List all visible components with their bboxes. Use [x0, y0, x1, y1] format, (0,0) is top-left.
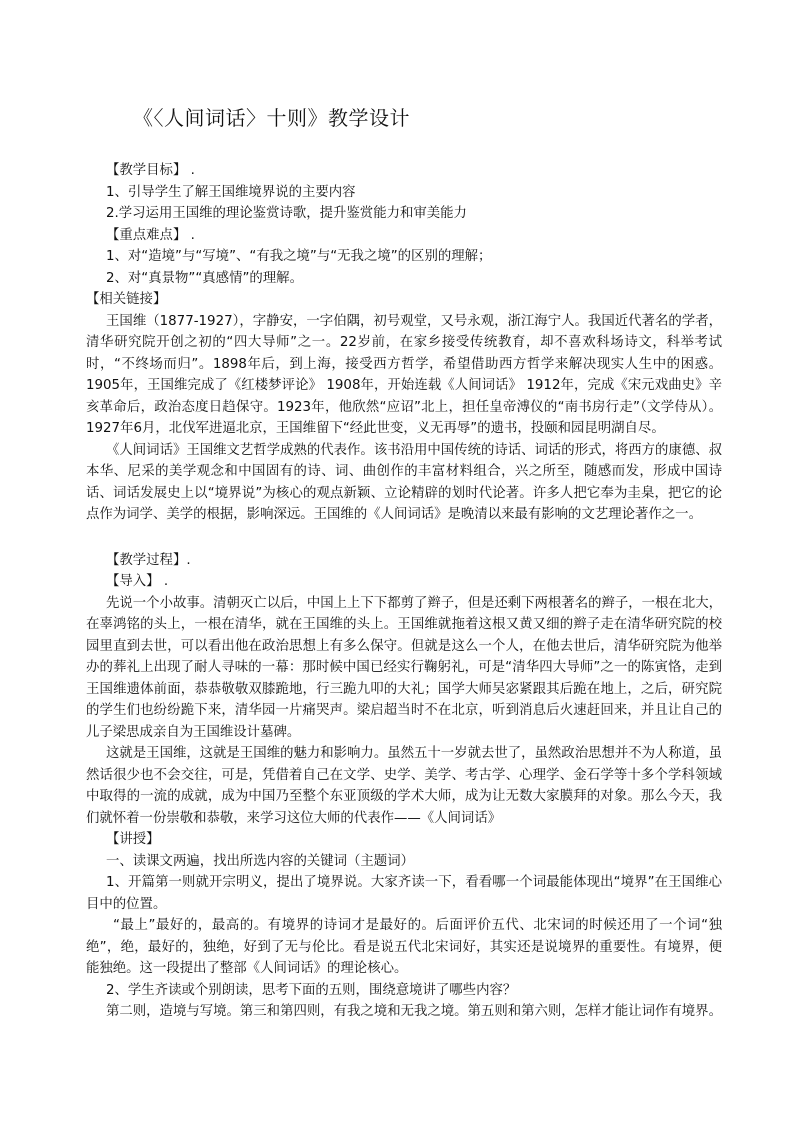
- links-heading: 【相关链接】: [86, 292, 167, 307]
- lecture-step-4: 2、学生齐读或个别朗读，思考下面的五则，围绕意境讲了哪些内容？: [106, 982, 517, 998]
- document-body: [86, 160, 722, 1023]
- book-paragraph: 《人间词话》王国维文艺哲学成熟的代表作。该书沿用中国传统的诗话、词话的形式，将西方的康德、叔本华、尼采的美学观念和中国固有的诗、词、曲创作的丰富材料组合，兴之所至，随感而发，形成中国诗话、词话发展史上以“境界说”为核心的观点新颖、立论精辟的划时代论著。许多人把它奉为圭臬，把它的论点作为词学、美学的根据，影响深远。王国维的《人间词话》是晚清以来最有影响的文艺理论著作之一。: [86, 442, 722, 522]
- goal-item-1: 1、引导学生了解王国维境界说的主要内容: [106, 184, 356, 200]
- goals-heading: 【教学目标】 .: [106, 163, 195, 178]
- document-title: 《〈人间词话〉十则》教学设计: [133, 106, 410, 130]
- key-points-heading: 【重点难点】 .: [106, 227, 195, 243]
- key-point-2: 2、对“真景物”“真感情”的理解。: [106, 270, 303, 286]
- biography-paragraph: 王国维（1877-1927），字静安，一字伯隅，初号观堂，又号永观，浙江海宁人。我国近代著名的学者，清华研究院开创之初的“四大导师”之一。22岁前，在家乡接受传统教育，却不喜欢科场诗文，科举考试时，“不终场而归”。1898年后，到上海，接受西方哲学，希望借助西方哲学来解决现实人生中的困惑。1905年，王国维完成了《红楼梦评论》 1908年，开始连载《人间词话》 1912年，完成《宋元戏曲史》辛亥革命后，政治态度日趋保守。1923年，他欣然“应诏”北上，担任皇帝溥仪的“南书房行走”（文学侍从）。1927年6月，北伐军进逼北京，王国维留下“经此世变，义无再辱”的遗书，投颐和园昆明湖自尽。: [86, 313, 722, 436]
- intro-paragraph-2: 这就是王国维，这就是王国维的魅力和影响力。虽然五十一岁就去世了，虽然政治思想并不为人称道，虽然话很少也不会交往，可是，凭借着自己在文学、史学、美学、考古学、心理学、金石学等十多个学科领域中取得的一流的成就，成为中国乃至整个东亚顶级的学术大师，成为让无数大家膜拜的对象。那么今天，我们就怀着一份崇敬和恭敬，来学习这位大师的代表作——《人间词话》: [86, 746, 722, 826]
- intro-heading: 【导入】 .: [106, 574, 169, 589]
- lecture-step-2: 1、开篇第一则就开宗明义，提出了境界说。大家齐读一下，看看哪一个词最能体现出“境界”在王国维心目中的位置。: [86, 875, 722, 912]
- lecture-step-5: 第二则，造境与写境。第三和第四则，有我之境和无我之境。第五则和第六则，怎样才能让词作有境界。: [106, 1004, 722, 1019]
- lecture-step-1: 一、读课文两遍，找出所选内容的关键词（主题词）: [106, 853, 414, 869]
- lecture-heading: 【讲授】: [106, 832, 160, 847]
- lecture-step-3: “最上”最好的，最高的。有境界的诗词才是最好的。后面评价五代、北宋词的时候还用了一个词“独绝”，绝，最好的，独绝，好到了无与伦比。看是说五代北宋词好，其实还是说境界的重要性。有境界，便能独绝。这一段提出了整部《人间词话》的理论核心。: [86, 918, 722, 976]
- intro-paragraph-1: 先说一个小故事。清朝灭亡以后，中国上上下下都剪了辫子，但是还剩下两根著名的辫子，一根在北大，在辜鸿铭的头上，一根在清华，就在王国维的头上。王国维就拖着这根又黄又细的辫子走在清华研究院的校园里直到去世，可以看出他在政治思想上有多么保守。但就是这么一个人，在他去世后，清华研究院为他举办的葬礼上出现了耐人寻味的一幕：那时候中国已经实行鞠躬礼，可是“清华四大导师”之一的陈寅恪，走到王国维遗体前面，恭恭敬敬双膝跪地，行三跪九叩的大礼；国学大师吴宓紧跟其后跪在地上，之后，研究院的学生们也纷纷跪下来，清华园一片痛哭声。梁启超当时不在北京，听到消息后火速赶回来，并且让自己的儿子梁思成亲自为王国维设计墓碑。: [86, 595, 722, 740]
- section-gap: [86, 526, 722, 550]
- key-point-1: 1、对“造境”与“写境”、“有我之境”与“无我之境”的区别的理解；: [106, 249, 492, 264]
- process-heading: 【教学过程】.: [106, 552, 191, 568]
- goal-item-2: 2.学习运用王国维的理论鉴赏诗歌，提升鉴赏能力和审美能力: [106, 206, 467, 221]
